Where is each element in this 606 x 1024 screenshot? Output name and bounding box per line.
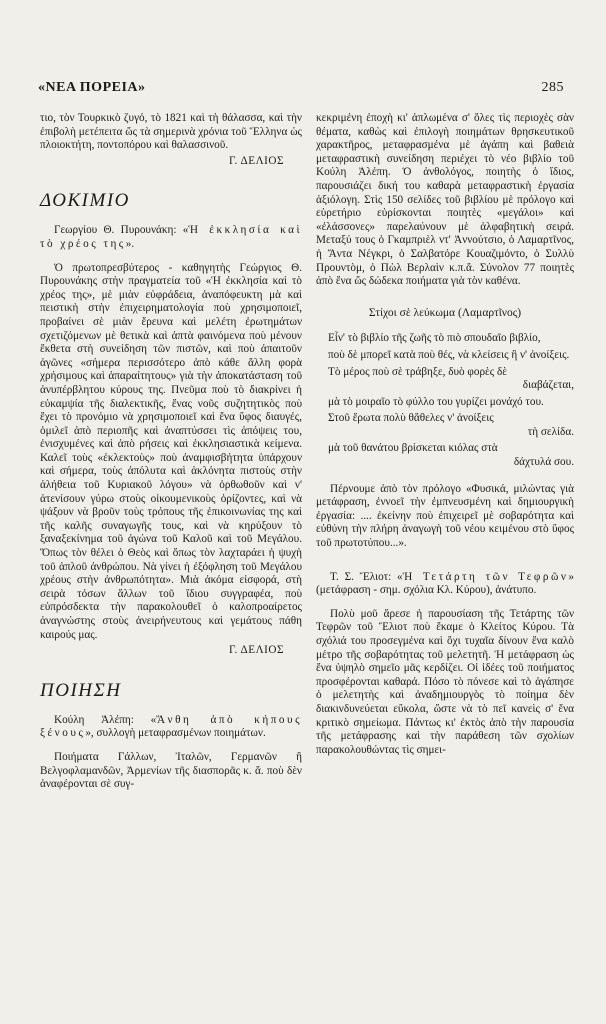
review-heading xyxy=(40,714,302,741)
review-heading-end: », συλλογὴ μεταφρασμένων ποιημάτων. xyxy=(85,727,266,740)
running-header xyxy=(38,80,564,96)
journal-title: «ΝΕΑ ΠΟΡΕΙΑ» xyxy=(38,80,146,95)
poem-line: μὰ τοῦ θανάτου βρίσκεται κιόλας στὰ xyxy=(328,442,498,455)
review-heading-end: » (μετάφραση - σημ. σχόλια Κλ. Κύρου), ἀνάτυπο. xyxy=(316,570,574,597)
poem-line-end: διαβάζεται, xyxy=(522,379,574,392)
section-heading-poetry: ΠΟΙΗΣΗ xyxy=(40,679,122,701)
prologue-quote: Πέρνουμε ἀπὸ τὸν πρόλογο «Φυσικά, μιλώντας γιὰ μετάφραση, ἐννοεῖ τὴν ἐμπνευσμένη καὶ δημιουργικὴ ἐργασία: .... ἐκείνην ποὺ ἐπιχειρεῖ μὲ σοβαρότητα καὶ εὐθύνη τὴν πλήρη ἀναγωγὴ τοῦ νέου κειμένου στὸ ὕφος τοῦ πρωτοτύπου...». xyxy=(316,482,574,550)
review-body: Πολὺ μοῦ ἄρεσε ἡ παρουσίαση τῆς Τετάρτης τῶν Τεφρῶν τοῦ Ἔλιοτ ποὺ ἔκαμε ὁ Κλείτος Κύρου. Τὰ σχόλιά του προσεγμένα καὶ ὄχι τυχαῖα δίνουν ἕνα καλὸ μέτρο τῆς σοβαρότητας τοῦ μελετητῆ. Ἡ μετάφραση ὡς ἕνα ὑψηλὸ σημεῖο μᾶς κερδίζει. Οἱ ἰδέες τοῦ ποιήματος προσφέρονται καθαρά. Πόσο τὸ πόνεσε καὶ τὸ ἀγάπησε ὁ μελετητὴς καὶ ἀναδημιουργὸς τὸ ποίημα δὲν διακινδυνεύεται εὔκολα, ὥστε νὰ τὸ πεῖ κανεὶς σ' ἕνα κριτικὸ σημείωμα. Πάντως κι' ἐκτὸς ἀπὸ τὴν παρουσία τῆς μετάφρασης καὶ τὴν παράθεση τῶν σχολίων παρακολουθώντας τὶς σημει- xyxy=(316,607,574,756)
poem-line: Τὸ μέρος ποὺ σὲ τράβηξε, δυὸ φορὲς δὲ xyxy=(328,365,507,378)
poem-line: μὰ τὸ μοιραῖο τὸ φύλλο του γυρίζει μονάχό του. xyxy=(328,395,544,408)
review-author: Κούλη Ἀλέπη: « xyxy=(54,713,157,726)
review-book-title: Ἡ ἐκκλησία καὶ τὸ χρέος της xyxy=(40,224,302,250)
poem xyxy=(316,332,574,469)
poem-title: Στίχοι σὲ λεύκωμα (Λαμαρτῖνος) xyxy=(368,306,522,319)
poem-line-end: δάχτυλά σου. xyxy=(513,456,574,469)
review-heading xyxy=(316,571,574,598)
signature: Γ. ΔΕΛΙΟΣ xyxy=(228,644,284,657)
review-author: Τ. Σ. Ἔλιοτ: « xyxy=(330,570,403,583)
poem-line: Εἶν' τὸ βιβλίο τῆς ζωῆς τὸ πιὸ σπουδαῖο βιβλίο, xyxy=(328,332,541,345)
review-heading-end: ». xyxy=(125,237,135,250)
review-author: Γεωργίου Θ. Πυρουνάκη: « xyxy=(54,224,189,237)
review-body: Ποιήματα Γάλλων, Ἰταλῶν, Γερμανῶν ἢ Βελγοφλαμανδῶν, Ἀρμενίων τῆς διασπορᾶς κ. ἄ. ποὺ δὲν ἀναφέρονται σὲ συγ- xyxy=(40,750,302,791)
section-heading-essay: ΔΟΚΙΜΙΟ xyxy=(40,190,130,212)
review-book-title: Ἡ Τετάρτη τῶν Τεφρῶν xyxy=(402,570,569,583)
left-column xyxy=(40,112,302,792)
poem-line-end: τὴ σελίδα. xyxy=(527,425,574,438)
page-number: 285 xyxy=(541,80,564,95)
review-body-continued: κεκριμένη ἐποχὴ κι' ἁπλωμένα σ' ὅλες τὶς περιοχὲς σὰν θέματα, καθὼς καὶ ἐπιλογὴ ποιημάτων θρησκευτικοῦ χαρακτῆρος, μεταφρασμένα μὲ ἀγάπη καὶ βαθειὰ μεταφραστικὴ συνείδηση περιέχει τὸ νέο βιβλίο τοῦ Κούλη Ἀλέπη. Ὁ ἀνθολόγος, ποιητὴς ὁ ἴδιος, παρουσιάζει δική του καθαρὰ μεταφραστικὴ ἐργασία ἀξιόλογη. Στὶς 150 σελίδες τοῦ βιβλίου μὲ πρόλογο καὶ εὑρετήριο εὑρίσκονται ποιητὲς «μεγάλοι» καὶ «ἐλάσσονες» παρελαύνουν μὲ ἀλφαβητικὴ σειρά. Μεταξύ τους ὁ Γκαμπριὲλ ντ' Ἀννούτσιο, ὁ Λαμαρτῖνος, ἡ Ἄντα Νέγκρι, ὁ Σαλβατόρε Κουαζιμόντο, ὁ Συλλὺ Προυντὸμ, ὁ Πὼλ Βερλαὶν κ.π.ἄ. Σύνολον 77 ποιητὲς ἀπὸ ἕνα ὥς δώδεκα ποιήματα γιὰ τὸν καθένα. xyxy=(316,112,574,288)
intro-paragraph: τιο, τὸν Τουρκικὸ ζυγό, τὸ 1821 καὶ τὴ θάλασσα, καὶ τὴν ἐπιβολὴ μετέπειτα ὥς τὰ σημερινὰ χρόνια τοῦ Ἕλληνα ὡς πλοιοκτήτη, ποντοπόρου καὶ θαλασσινοῦ. xyxy=(40,112,302,152)
right-column xyxy=(316,112,574,757)
review-body: Ὁ πρωτοπρεσβύτερος - καθηγητὴς Γεώργιος Θ. Πυρουνάκης στὴν πραγματεία τοῦ «Ἡ ἐκκλησία καὶ τὸ χρέος της», μὲ μιὰν εὐφράδεια, ἀναπόφευκτη μὰ καὶ πειστικὴ στὴν ἐπιχειρηματολογία ποὺ χρησιμοποιεῖ, προβαίνει σὲ μιὰν ἔρευνα καὶ μελέτη ἐρωτημάτων σχετιζόμενων μὲ θετικὰ καὶ ἀπτὰ φαινόμενα ποὺ μένουν ἔκθετα στὴ συνείδηση τῶν πιστῶν, καὶ ποὺ ἀπαιτοῦν ἀγῶνες «σήμερα περισσότερο ἀπὸ κάθε ἄλλη φορὰ χρήσιμους καὶ ἀπαραίτητους» γιὰ τὴν ἀποκατάσταση τοῦ ἀνυπέρβλητου κύρους της. Πνεῦμα ποὺ τὸ διακρίνει ἡ εὐκαμψία τῆς διαλεκτικῆς, ἕνας νοῦς συζητητικὸς ποὺ ἔχει τὸ προνόμιο νὰ χρησιμοποιεῖ καὶ ἕνα ὕφος διαυγές, ὁμιλεῖ ἀπὸ περιοπῆς καὶ ἀναπτύσσει τὶς ἀπόψεις του, ἐνισχυμένες καὶ ἀπὸ ρήσεις καὶ ἐκκλησιαστικὰ κείμενα. Καλεῖ τοὺς «ἐκλεκτοὺς» ποὺ ἀναμφισβήτητα ὑπάρχουν καὶ σήμερα, τοὺς ἀπόλυτα καὶ ἀκλόνητα πιστοὺς στὴν ἀλήθεια τοῦ Κυριακοῦ λόγου» νὰ ὀρθωθοῦν καὶ ν' ἀτενίσουν γύρω στοὺς οἰκουμενικοὺς ὁρίζοντες, καὶ νὰ ψάξουν νὰ βροῦν τοὺς τρόπους τῆς ἐπικοινωνίας της καὶ τῆς καλῆς συναγωγῆς τους, καὶ νὰ κηρύξουν τὸ ξαναξεκίνημα τοῦ ἀγώνα τοῦ Καλοῦ καὶ τοῦ Μεγάλου. Ὅπως τὸν θέλει ὁ Θεὸς καὶ ὅπως τὸν λαχταράει ἡ ψυχὴ τοῦ ἁπλοῦ ἀνθρώπου. Νὰ γίνει ἡ ἐξόφληση τοῦ Μεγάλου χρέους στὴν ἀνθρωπότητα». Μιὰ ἀκόμα εἰσφορά, στὴ σειρὰ τόσων ἄλλων τοῦ ἴδιου συγγραφέα, ποὺ εὐπρόσδεκτα τὴν παρακολουθεῖ ὁ καλοπροαίρετος ἀναγνώστης στοὺς ἀνειρήνευτους καὶ γεμάτους πάθη καιρούς μας. xyxy=(40,261,302,641)
review-book-title: Ἄνθη ἀπὸ κήπους ξένους xyxy=(40,713,302,740)
poem-line: ποὺ δὲ μπορεῖ κατὰ ποὺ θές, νὰ κλείσεις ἢ ν' ἀνοίξεις. xyxy=(328,348,570,361)
poem-line: Στοῦ ἔρωτα πολὺ θἄθελες ν' ἀνοίξεις xyxy=(328,412,494,425)
review-heading xyxy=(40,224,302,251)
signature: Γ. ΔΕΛΙΟΣ xyxy=(228,154,284,167)
